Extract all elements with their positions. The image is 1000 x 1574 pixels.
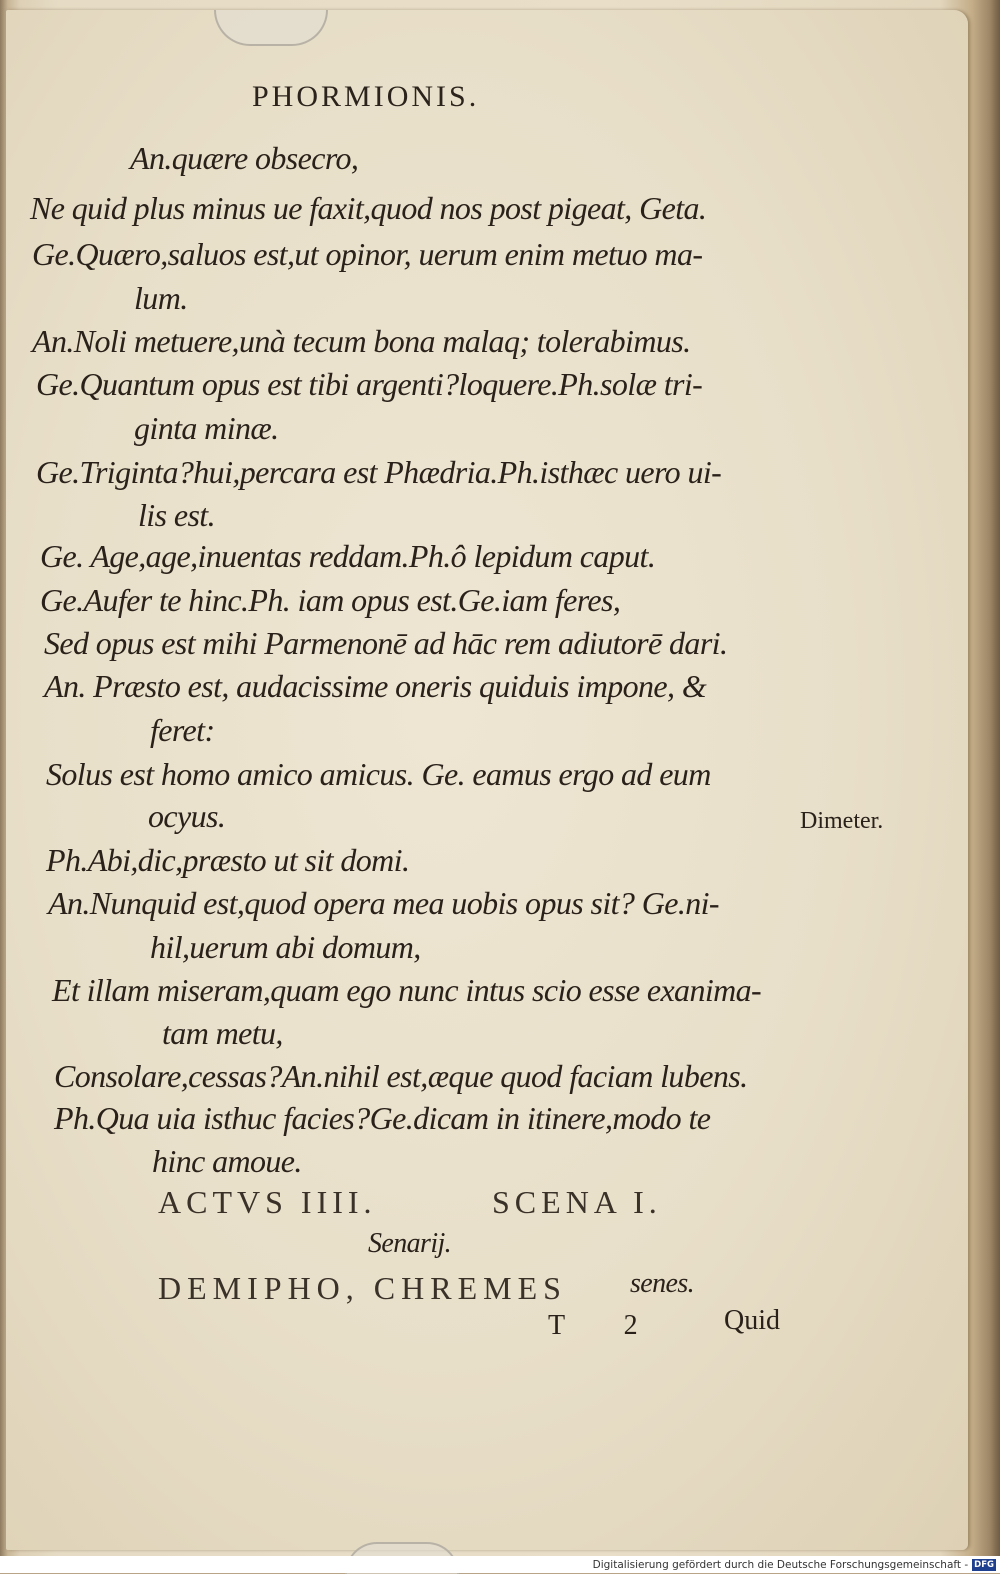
- verse-line-10: Ge. Age,age,inuentas reddam.Ph.ô lepidum caput.: [40, 538, 656, 574]
- verse-line-20: Et illam miseram,quam ego nunc intus scio esse exanima-: [52, 972, 762, 1008]
- verse-line-6: Ge.Quantum opus est tibi argenti?loquere.Ph.solæ tri-: [36, 366, 703, 402]
- running-header: PHORMIONIS.: [252, 80, 480, 113]
- verse-line-9: lis est.: [138, 497, 215, 533]
- verse-line-21: tam metu,: [162, 1015, 283, 1051]
- meter-label: Senarij.: [368, 1228, 452, 1259]
- verse-line-5: An.Noli metuere,unà tecum bona malaq; tolerabimus.: [32, 323, 691, 359]
- verse-line-23: Ph.Qua uia isthuc facies?Ge.dicam in itinere,modo te: [54, 1100, 711, 1136]
- verse-line-22: Consolare,cessas?An.nihil est,æque quod faciam lubens.: [54, 1058, 748, 1094]
- verse-line-12: Sed opus est mihi Parmenonē ad hāc rem adiutorē dari.: [44, 625, 728, 661]
- footer-text: Digitalisierung gefördert durch die Deutsche Forschungsgemeinschaft -: [592, 1559, 969, 1571]
- verse-line-17: Ph.Abi,dic,præsto ut sit domi.: [46, 842, 410, 878]
- verse-line-11: Ge.Aufer te hinc.Ph. iam opus est.Ge.iam feres,: [40, 582, 621, 618]
- character-names: DEMIPHO, CHREMES: [158, 1270, 567, 1306]
- footer-credit: [593, 1558, 996, 1572]
- dfg-logo: DFG: [974, 1560, 994, 1570]
- verse-line-19: hil,uerum abi domum,: [150, 929, 421, 965]
- act-heading: ACTVS IIII.: [158, 1184, 377, 1220]
- verse-line-18: An.Nunquid est,quod opera mea uobis opus sit? Ge.ni-: [48, 885, 719, 921]
- page-clip-top: [214, 10, 328, 46]
- verse-line-8: Ge.Triginta?hui,percara est Phædria.Ph.isthæc uero ui-: [36, 454, 722, 490]
- verse-line-15: Solus est homo amico amicus. Ge. eamus ergo ad eum: [46, 756, 711, 792]
- verse-line-4: lum.: [134, 280, 188, 316]
- verse-line-16: ocyus.: [148, 798, 226, 834]
- margin-note: Dimeter.: [800, 808, 884, 834]
- signature-mark: T 2: [548, 1310, 664, 1341]
- verse-line-7: ginta minæ.: [134, 410, 279, 446]
- verse-line-2: Ne quid plus minus ue faxit,quod nos post pigeat, Geta.: [30, 190, 707, 226]
- verse-line-24: hinc amoue.: [152, 1143, 302, 1179]
- verse-line-1: An.quære obsecro,: [130, 140, 359, 176]
- character-descriptor: senes.: [630, 1268, 695, 1299]
- catchword: Quid: [724, 1305, 780, 1336]
- scene-heading: SCENA I.: [492, 1184, 662, 1220]
- verse-line-3: Ge.Quæro,saluos est,ut opinor, uerum enim metuo ma-: [32, 236, 703, 272]
- verse-line-13: An. Præsto est, audacissime oneris quiduis impone, &: [44, 668, 707, 704]
- verse-line-14: feret:: [150, 712, 215, 748]
